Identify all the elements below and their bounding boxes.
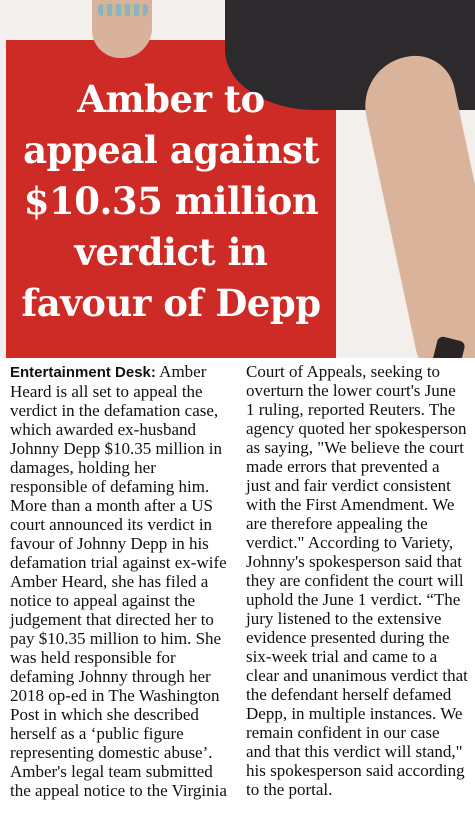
- article-body: [10, 362, 468, 814]
- article-text: Amber Heard is all set to appeal the verdict in the defamation case, which awarded ex-husband Johnny Depp $10.35 million in damages, holding her responsible of defaming him. More than a month after a US court announced its verdict in favour of Johnny Depp in his defamation trial against ex-wife Amber Heard, she has filed a notice to appeal against the judgement that directed her to pay $10.35 million to him. She was held responsible for defaming Johnny through her 2018 op-ed in The Washington Post in which she described herself as a ‘public figure representing domestic abuse’. Amber's legal team submitted the appeal notice to the Virginia Court of Appeals, seeking to overturn the lower court's June 1 ruling, reported Reuters. The agency quoted her spokesperson as saying, "We believe the court made errors that prevented a just and fair verdict consistent with the First Amendment. We are therefore appealing the verdict." According to Variety, Johnny's spokesperson said that they are confident the court will uphold the June 1 verdict. “The jury listened to the extensive evidence presented during the six-week trial and came to a clear and unanimous verdict that the defendant herself defamed Depp, in multiple instances. We remain confident in our case and that this verdict will stand," his spokesperson said according to the portal.: [10, 362, 468, 800]
- article-paragraph: [10, 362, 468, 800]
- hero-photo: [0, 0, 475, 358]
- headline: Amber to appeal against $10.35 million verdict in favour of Depp: [21, 77, 321, 325]
- bracelet: [98, 4, 148, 16]
- desk-label: Entertainment Desk:: [10, 364, 156, 381]
